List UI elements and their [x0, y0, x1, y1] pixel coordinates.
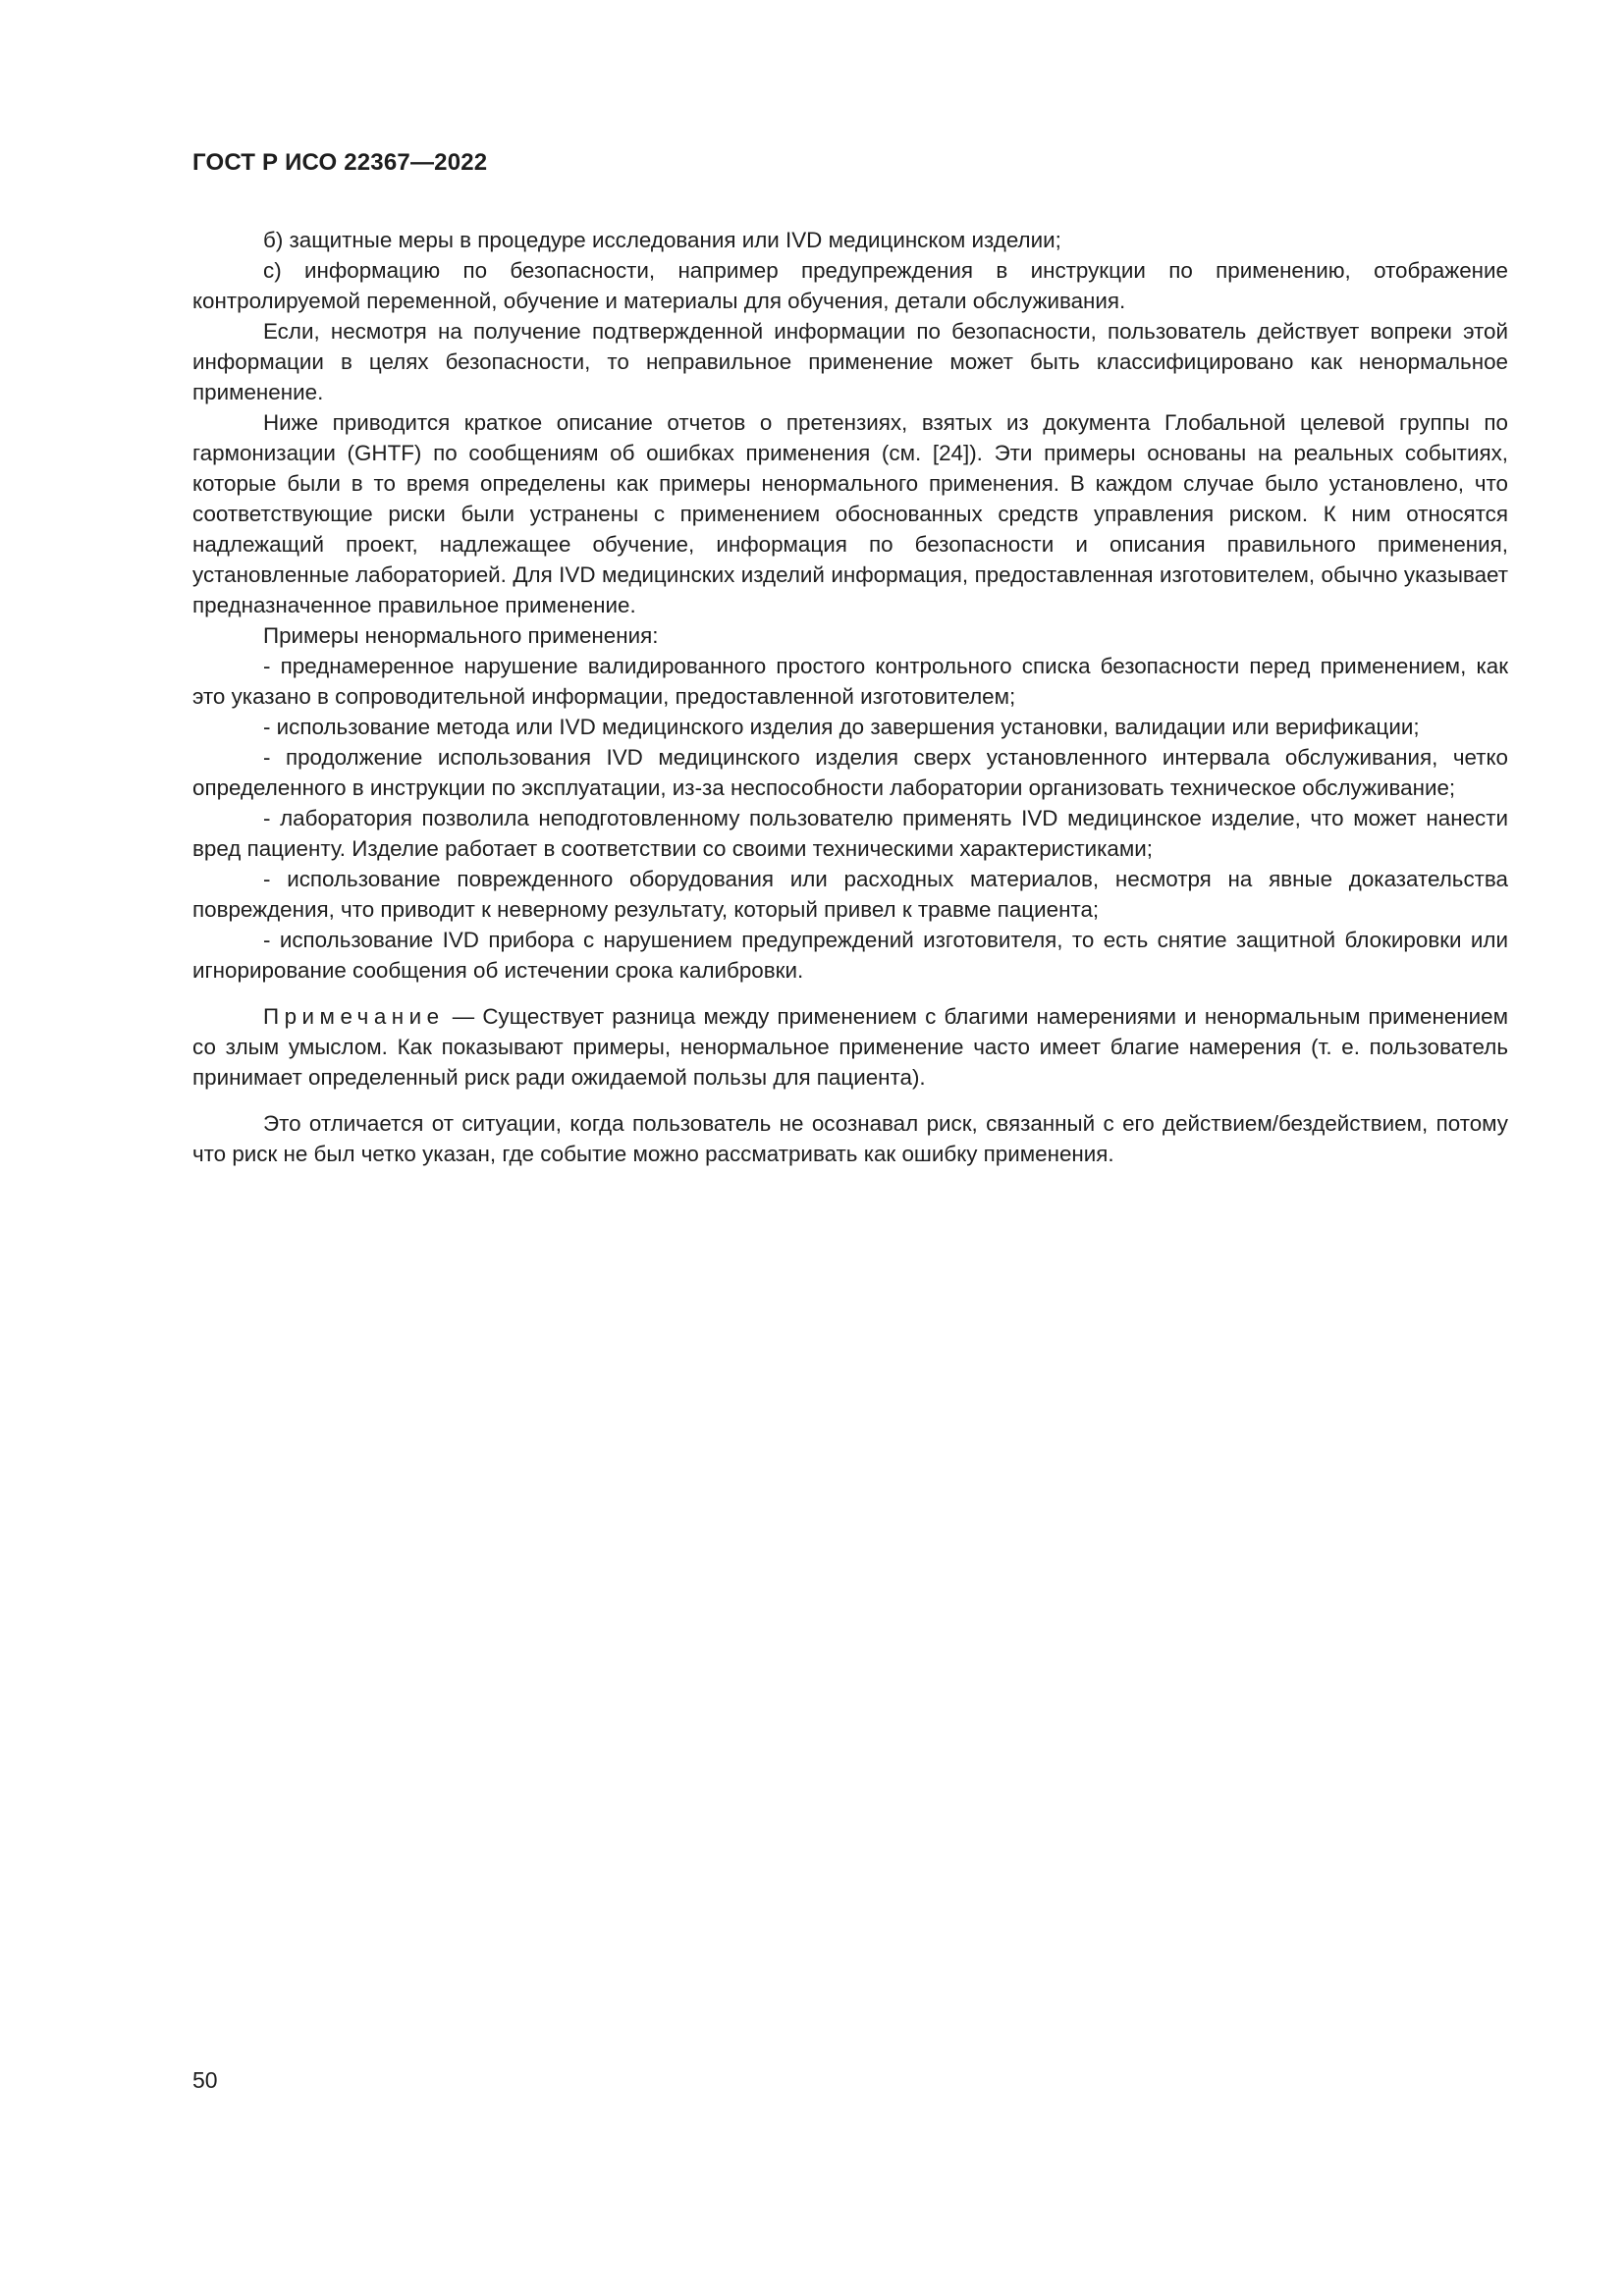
paragraph-b: б) защитные меры в процедуре исследования или IVD медицинском изделии; — [263, 228, 1061, 252]
note-label: Примечание — [263, 1004, 445, 1029]
paragraph-use-error: Это отличается от ситуации, когда пользователь не осознавал риск, связанный с его действием/бездействием, потому что риск не был четко указан, где событие можно рассматривать как ошибку применения. — [192, 1111, 1508, 1166]
list-item-damaged-equipment: - использование поврежденного оборудования или расходных материалов, несмотря на явные доказательства повреждения, что приводит к неверному результату, который привел к травме пациента; — [192, 867, 1508, 922]
list-item-pre-validation-use: - использование метода или IVD медицинского изделия до завершения установки, валидации или верификации; — [263, 715, 1420, 739]
list-item-untrained-user: - лаборатория позволила неподготовленному пользователю применять IVD медицинское изделие, что может нанести вред пациенту. Изделие работает в соответствии со своими техническими характеристиками; — [192, 806, 1508, 861]
paragraph-c: с) информацию по безопасности, например предупреждения в инструкции по применению, отображение контролируемой переменной, обучение и материалы для обучения, детали обслуживания. — [192, 258, 1508, 313]
paragraph-abnormal-use: Если, несмотря на получение подтвержденной информации по безопасности, пользователь действует вопреки этой информации в целях безопасности, то неправильное применение может быть классифицировано как ненормальное применение. — [192, 319, 1508, 404]
document-header: ГОСТ Р ИСО 22367—2022 — [192, 149, 488, 176]
paragraph-examples-intro: Примеры ненормального применения: — [263, 623, 659, 648]
note-paragraph — [192, 1001, 1508, 1093]
list-item-overdue-maintenance: - продолжение использования IVD медицинского изделия сверх установленного интервала обслуживания, четко определенного в инструкции по эксплуатации, из-за неспособности лаборатории организовать техническое обслуживание; — [192, 745, 1508, 800]
page-number: 50 — [192, 2067, 218, 2093]
paragraph-ghtf-summary: Ниже приводится краткое описание отчетов о претензиях, взятых из документа Глобальной целевой группы по гармонизации (GHTF) по сообщениям об ошибках применения (см. [24]). Эти примеры основаны на реальных событиях, которые были в то время определены как примеры ненормального применения. В каждом случае было установлено, что соответствующие риски были устранены с применением обоснованных средств управления риском. К ним относятся надлежащий проект, надлежащее обучение, информация по безопасности и описания правильного применения, установленные лабораторией. Для IVD медицинских изделий информация, предоставленная изготовителем, обычно указывает предназначенное правильное применение. — [192, 410, 1508, 617]
document-body — [192, 225, 1508, 1169]
note-text: — Существует разница между применением с благими намерениями и ненормальным применением со злым умыслом. Как показывают примеры, ненормальное применение часто имеет благие намерения (т. е. пользователь принимает определенный риск ради ожидаемой пользы для пациента). — [192, 1004, 1508, 1090]
list-item-checklist-violation: - преднамеренное нарушение валидированного простого контрольного списка безопасности перед применением, как это указано в сопроводительной информации, предоставленной изготовителем; — [192, 654, 1508, 709]
list-item-warning-violation: - использование IVD прибора с нарушением предупреждений изготовителя, то есть снятие защитной блокировки или игнорирование сообщения об истечении срока калибровки. — [192, 928, 1508, 983]
